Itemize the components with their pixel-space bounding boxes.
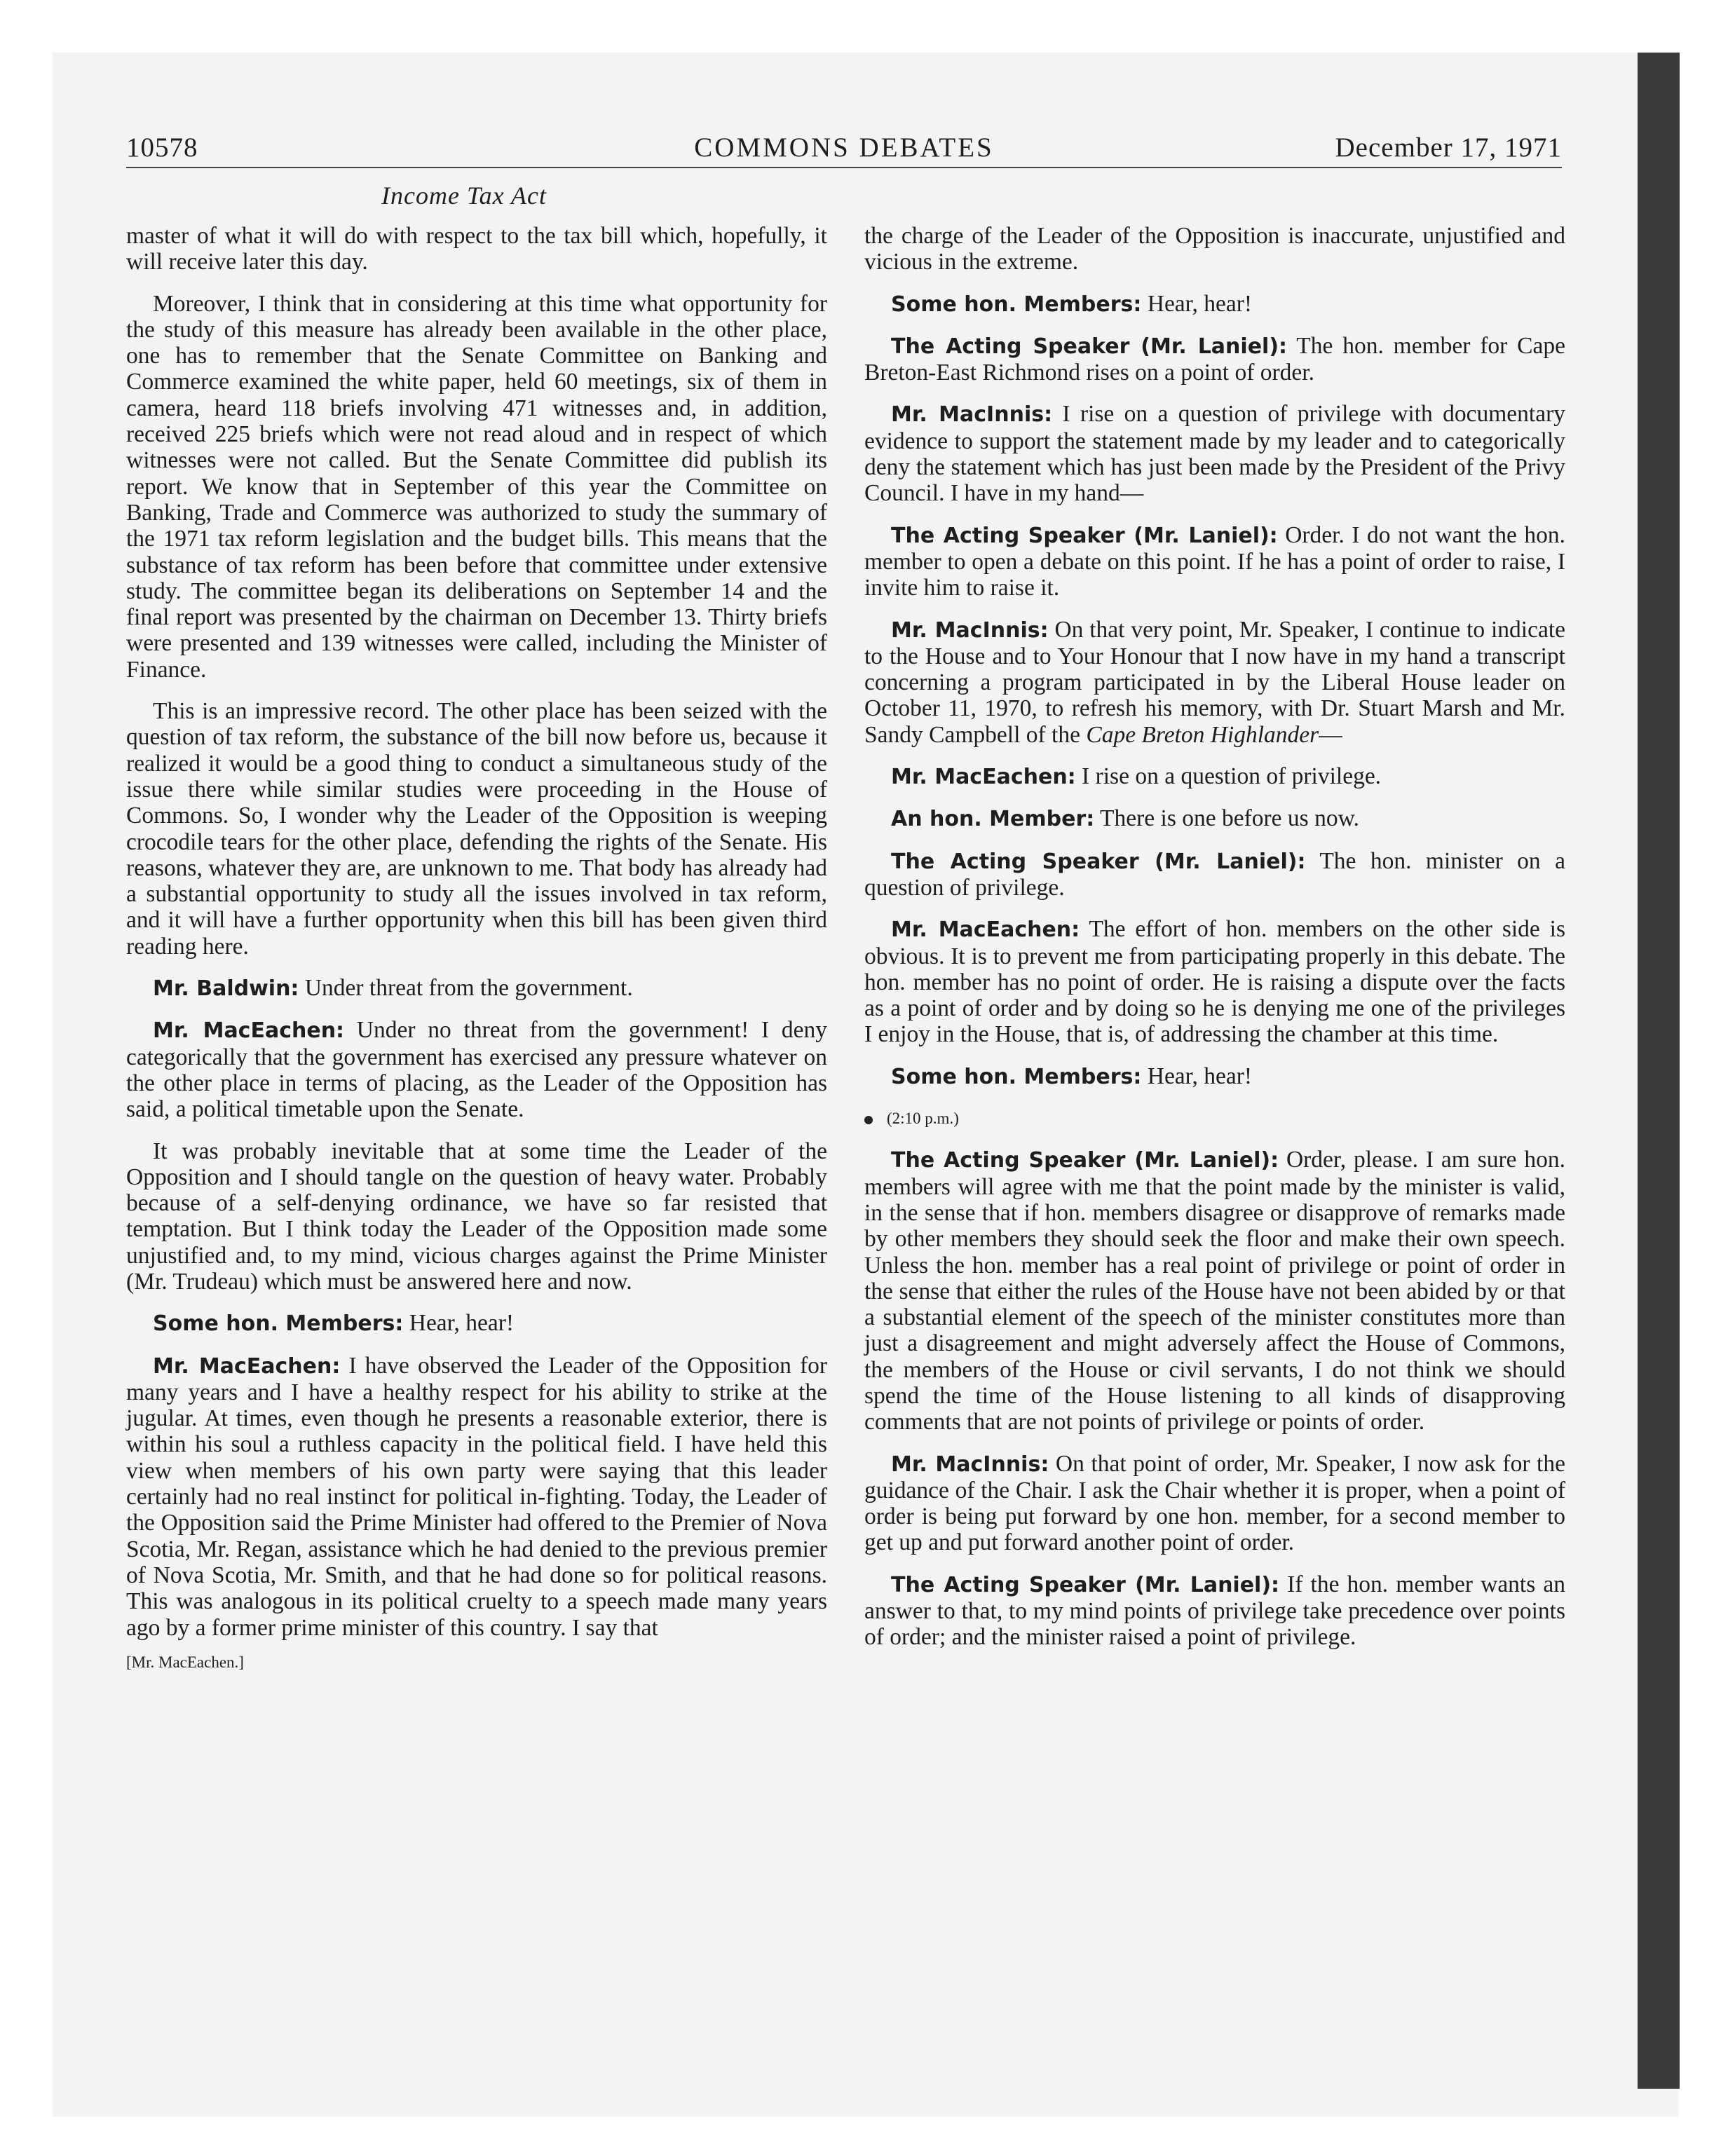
- speech: [864, 401, 1565, 506]
- speech: [864, 1571, 1565, 1651]
- speech: [864, 617, 1565, 748]
- speech-text: Hear, hear!: [1141, 1063, 1253, 1089]
- speech-text: There is one before us now.: [1094, 805, 1359, 832]
- speech: [864, 805, 1565, 832]
- speaker-name: The Acting Speaker (Mr. Laniel):: [891, 523, 1278, 548]
- bullet-icon: [864, 1116, 873, 1124]
- paragraph: the charge of the Leader of the Opposition is inaccurate, unjustified and vicious in the extreme.: [864, 223, 1565, 275]
- speech: [126, 1310, 827, 1337]
- speech-text: Under threat from the government.: [299, 975, 633, 1002]
- speaker-name: Mr. MacInnis:: [891, 402, 1053, 428]
- speech-text: Hear, hear!: [1141, 290, 1253, 317]
- speech: [864, 522, 1565, 601]
- time-stamp: [864, 1105, 1565, 1131]
- speech: [126, 1017, 827, 1122]
- speaker-name: Mr. MacInnis:: [891, 618, 1049, 643]
- speech: [864, 1063, 1565, 1090]
- right-column: [864, 223, 1565, 1666]
- speech-text: On that very point, Mr. Speaker, I continue to indicate to the House and to Your Honour that I now have in my hand a transcript concerning a program participated in by the Liberal House leader on October 11, 1970, to refresh his memory, with Dr. Stuart Marsh and Mr. Sandy Campbell of the: [864, 616, 1566, 748]
- page-header: [126, 132, 1562, 168]
- speech-text: The hon. member for Cape Breton-East Richmond rises on a point of order.: [864, 332, 1565, 386]
- header-date: December 17, 1971: [1335, 132, 1562, 163]
- speaker-attribution: [Mr. MacEachen.]: [126, 1653, 244, 1671]
- speaker-name: Mr. MacEachen:: [153, 1353, 341, 1379]
- speaker-name: Some hon. Members:: [891, 1064, 1142, 1089]
- newspaper-title: Cape Breton Highlander: [1086, 721, 1319, 748]
- left-column: [126, 223, 827, 1691]
- section-title: Income Tax Act: [381, 182, 547, 210]
- speech-text: Hear, hear!: [403, 1310, 515, 1337]
- paragraph: Moreover, I think that in considering at this time what opportunity for the study of this measure has already been available in the other place, one has to remember that the Senate Committee on Banking and Commerce examined the white paper, held 60 meetings, six of them in camera, heard 118 briefs involving 471 witnesses and, in addition, received 225 briefs which were not read aloud and in respect of which witnesses were not called. But the Senate Committee did publish its report. We know that in September of this year the Committee on Banking, Trade and Commerce was authorized to study the summary of the 1971 tax reform legislation and the budget bills. This means that the substance of tax reform has been before that committee under extensive study. The committee began its deliberations on September 14 and the final report was presented by the chairman on December 13. Thirty briefs were presented and 139 witnesses were called, including the Minister of Finance.: [126, 290, 827, 683]
- speaker-name: The Acting Speaker (Mr. Laniel):: [891, 1148, 1279, 1173]
- paragraph: This is an impressive record. The other place has been seized with the question of tax reform, the substance of the bill now before us, because it realized it would be a good thing to conduct a simultaneous study of the issue there while similar studies were proceeding in the House of Commons. So, I wonder why the Leader of the Opposition is weeping crocodile tears for the other place, defending the rights of the Senate. His reasons, whatever they are, are unknown to me. That body has already had a substantial opportunity to study all the issues involved in tax reform, and it will have a further opportunity when this bill has been given third reading here.: [126, 698, 827, 960]
- speaker-name: Mr. MacEachen:: [891, 917, 1080, 943]
- speech-text: If the hon. member wants an answer to that, to my mind points of privilege take precedence over points of order; and the minister raised a point of privilege.: [864, 1571, 1565, 1651]
- speaker-name: The Acting Speaker (Mr. Laniel):: [891, 334, 1288, 359]
- speech-text-end: —: [1319, 721, 1342, 748]
- time-text: (2:10 p.m.): [887, 1110, 959, 1128]
- speech: [864, 763, 1565, 790]
- paragraph: It was probably inevitable that at some time the Leader of the Opposition and I should tangle on the question of heavy water. Probably because of a self-denying ordinance, we have so far resisted that temptation. But I think today the Leader of the Opposition made some unjustified and, to my mind, vicious charges against the Prime Minister (Mr. Trudeau) which must be answered here and now.: [126, 1138, 827, 1295]
- page-number: 10578: [126, 132, 198, 163]
- speech-text: I have observed the Leader of the Opposition for many years and I have a healthy respect for his ability to strike at the jugular. At times, even though he presents a reasonable exterior, there is within his soul a ruthless capacity in the political field. I have held this view when members of his own party were saying that this leader certainly had no real instinct for political in-fighting. Today, the Leader of the Opposition said the Prime Minister had offered to the Premier of Nova Scotia, Mr. Regan, assistance which he had denied to the previous premier of Nova Scotia, Mr. Smith, and that he had done so for political reasons. This was analogous in its political cruelty to a speech made many years ago by a former prime minister of this country. I say that: [126, 1352, 828, 1641]
- speech: [126, 975, 827, 1002]
- speech-text: I rise on a question of privilege with documentary evidence to support the statement made by my leader and to categorically deny the statement which has just been made by the President of the Privy Council. I have in my hand—: [864, 401, 1565, 507]
- speaker-name: Mr. MacEachen:: [153, 1018, 345, 1044]
- speech: [126, 1353, 827, 1641]
- paragraph: master of what it will do with respect to the tax bill which, hopefully, it will receive later this day.: [126, 223, 827, 275]
- speaker-name: Some hon. Members:: [153, 1311, 404, 1337]
- speaker-name: An hon. Member:: [891, 807, 1095, 832]
- speaker-name: Mr. MacInnis:: [891, 1452, 1049, 1477]
- speaker-name: The Acting Speaker (Mr. Laniel):: [891, 849, 1306, 874]
- speech-text: The effort of hon. members on the other side is obvious. It is to prevent me from participating properly in this debate. The hon. member has no point of order. He is raising a dispute over the facts as a point of order and by doing so he is denying me one of the privileges I enjoy in the House, that is, of addressing the chamber at this time.: [864, 916, 1565, 1048]
- speech-text: Order. I do not want the hon. member to open a debate on this point. If he has a point of order to raise, I invite him to raise it.: [864, 521, 1565, 601]
- speaker-name: Mr. Baldwin:: [153, 976, 299, 1002]
- speech: [864, 1147, 1565, 1435]
- speech: [864, 848, 1565, 901]
- speech-text: Order, please. I am sure hon. members will agree with me that the point made by the minister is valid, in the sense that if hon. members disagree or disapprove of remarks made by other members they should seek the floor and make their own speech. Unless the hon. member has a real point of privilege or point of order in the sense that either the rules of the House have not been abided by or that a substantial element of the speech of the minister constitutes more than just a disagreement and might adversely affect the House of Commons, the members of the House or civil servants, I do not think we should spend the time of the House listening to all kinds of disapproving comments that are not points of privilege or points of order.: [864, 1147, 1565, 1435]
- speech: [864, 916, 1565, 1047]
- speaker-name: Some hon. Members:: [891, 292, 1142, 317]
- speech: [864, 1451, 1565, 1556]
- speech-text: On that point of order, Mr. Speaker, I now ask for the guidance of the Chair. I ask the Chair whether it is proper, when a point of order is being put forward by one hon. member, for a second member to get up and put forward another point of order.: [864, 1450, 1565, 1556]
- speaker-name: Mr. MacEachen:: [891, 765, 1076, 790]
- scan-edge-bar: [1638, 53, 1680, 2089]
- speech-text: The hon. minister on a question of privilege.: [864, 847, 1565, 901]
- speech: [864, 333, 1565, 386]
- speaker-name: The Acting Speaker (Mr. Laniel):: [891, 1572, 1280, 1597]
- speech-text: Under no threat from the government! I deny categorically that the government has exercised any pressure whatever on the other place in terms of placing, as the Leader of the Opposition has said, a political timetable upon the Senate.: [126, 1017, 827, 1123]
- running-title: COMMONS DEBATES: [694, 132, 994, 163]
- speech-text: I rise on a question of privilege.: [1075, 763, 1382, 790]
- speech: [864, 291, 1565, 318]
